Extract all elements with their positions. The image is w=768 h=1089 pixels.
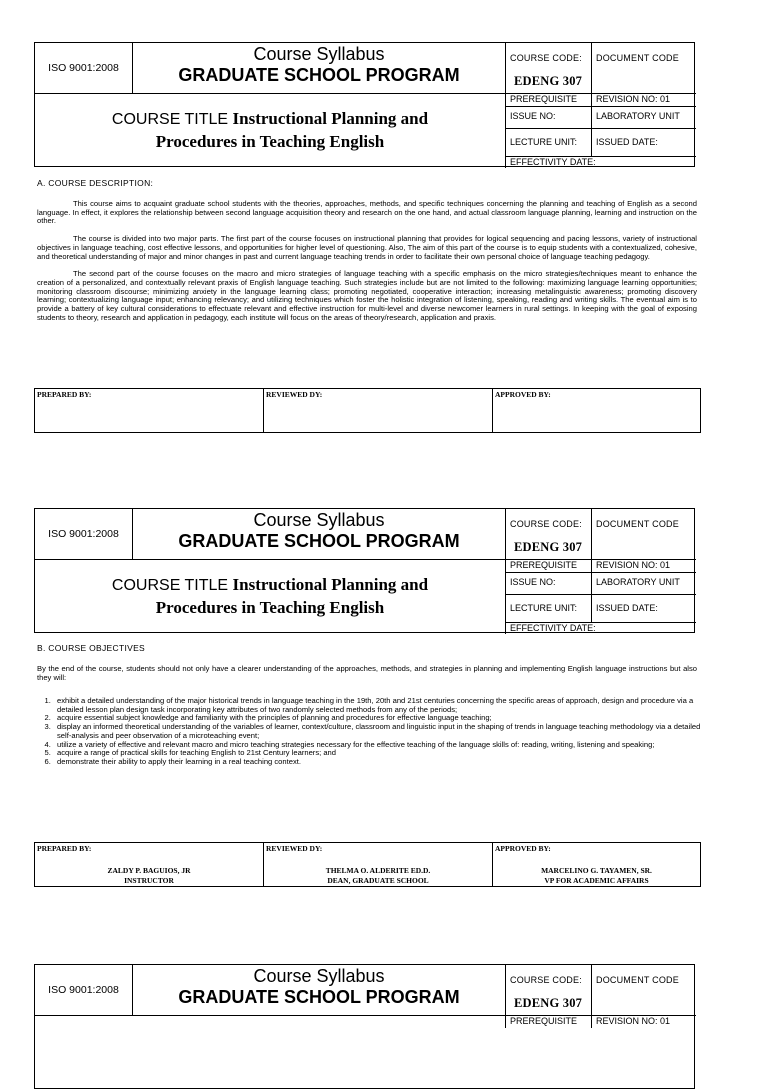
description-paragraph-3: The second part of the course focuses on the macro and micro strategies of language teaching with a specific emphasis on the micro strategies/techniques meant to enhance the creation of a personalized, and contextually relevant praxis of English language teaching. Such strategies include but are not limited to the following: maximizing language learning opportunities; monitoring classroom discourse; minimizing anxiety in the language learning class; promoting negotiated, cooperative interaction; increasing metalinguistic awareness; promoting discovery learning; contextualizing language input; enhancing relevancy; and utilizing techniques which foster the holistic integration of listening, speaking, reading and writing skills. The eventual aim is to provide a battery of key cultural considerations to effectuate relevant and effective instruction for multi-level and diverse newcomer learners in rural settings. In keeping with the goal of exposing students to theory, research and application in pedagogy, each institute will focus on the areas of theory/research, application and praxis.	[37, 269, 697, 322]
effectivity-label: EFFECTIVITY DATE:	[505, 622, 696, 634]
course-title-prefix: COURSE TITLE	[111, 110, 229, 128]
course-code-label: COURSE CODE:	[510, 975, 582, 985]
reviewed-by-title: DEAN, GRADUATE SCHOOL	[327, 876, 429, 885]
prepared-by-label: PREPARED BY:	[37, 844, 92, 853]
revision-label: REVISION NO: 01	[591, 559, 696, 572]
syllabus-header-3	[34, 964, 695, 1089]
reviewed-by-cell	[263, 843, 492, 886]
course-title-line-1: Instructional Planning and	[232, 574, 429, 594]
syllabus-title	[132, 509, 505, 559]
revision-label: REVISION NO: 01	[591, 1015, 696, 1028]
approved-by-title: VP FOR ACADEMIC AFFAIRS	[544, 876, 649, 885]
prepared-by-label: PREPARED BY:	[37, 390, 92, 399]
document-code-cell	[591, 965, 696, 1015]
reviewed-by-label: REVIEWED DY:	[266, 844, 323, 853]
prepared-by-name: ZALDY P. BAGUIOS, JR	[107, 866, 191, 875]
course-code-value: EDENG 307	[514, 996, 583, 1010]
signature-table-1	[34, 388, 701, 433]
course-description	[37, 200, 697, 331]
objective-item-5: 5. acquire a range of practical skills for teaching English to 21st Century learners; and	[53, 749, 713, 758]
reviewed-by-cell	[263, 389, 492, 432]
description-paragraph-2: The course is divided into two major parts. The first part of the course focuses on instructional planning that provides for logical sequencing and pacing lessons, variety of instructional objectives in language teaching, cost effective lessons, and opportunities for higher level of questioning. Also, The aim of this part of the course is to equip students with a contextualized, cohesive, and theoretical understanding of major and minor changes in past and current language teaching trends in order to facilitate their own personal choice of language teaching pedagogy.	[37, 234, 697, 261]
section-b-heading: B. COURSE OBJECTIVES	[37, 643, 146, 653]
course-code-label: COURSE CODE:	[510, 53, 582, 63]
prepared-by-cell	[35, 843, 263, 886]
title-line-1: Course Syllabus	[253, 44, 385, 64]
description-paragraph-1: This course aims to acquaint graduate school students with the theories, approaches, methods, and specific techniques concerning the planning and teaching of English as a second language. In effect, it explores the relationship between second language acquisition theory and research on the one hand, and actual classroom language planning, learning and instruction on the other.	[37, 199, 697, 226]
approved-by-cell	[492, 389, 700, 432]
course-code-cell	[505, 509, 591, 559]
lab-unit-label: LABORATORY UNIT	[591, 106, 696, 128]
title-line-1: Course Syllabus	[253, 510, 385, 530]
issue-label: ISSUE NO:	[505, 106, 591, 128]
reviewed-by-name: THELMA O. ALDERITE ED.D.	[325, 866, 431, 875]
signature-table-2	[34, 842, 701, 887]
objective-item-3: 3. display an informed theoretical understanding of the variables of learner, context/culture, classroom and linguistic input in the shaping of trends in language teaching methodology via a detailed self-analysis and peer observation of a microteaching event;	[53, 723, 713, 740]
syllabus-header-1	[34, 42, 695, 167]
prepared-by-cell	[35, 389, 263, 432]
lecture-unit-label: LECTURE UNIT:	[505, 128, 591, 156]
course-title	[35, 559, 505, 633]
objective-item-4: 4. utilize a variety of effective and relevant macro and micro teaching strategies necessary for the effective teaching of the language skills of: reading, writing, listening and speaking;	[53, 741, 713, 750]
approved-by-cell	[492, 843, 700, 886]
title-line-2: GRADUATE SCHOOL PROGRAM	[178, 531, 460, 551]
course-code-cell	[505, 965, 591, 1015]
effectivity-label: EFFECTIVITY DATE:	[505, 156, 696, 168]
course-title-line-2: Procedures in Teaching English	[155, 597, 385, 617]
approved-by-label: APPROVED BY:	[495, 844, 551, 853]
course-code-cell	[505, 43, 591, 93]
approved-by-name: MARCELINO G. TAYAMEN, SR.	[541, 866, 652, 875]
approved-by-label: APPROVED BY:	[495, 390, 551, 399]
lab-unit-label: LABORATORY UNIT	[591, 572, 696, 594]
document-code-label: DOCUMENT CODE	[596, 975, 679, 985]
issued-date-label: ISSUED DATE:	[591, 594, 696, 622]
prerequisite-label: PREREQUISITE	[505, 559, 591, 572]
revision-label: REVISION NO: 01	[591, 93, 696, 106]
section-a-heading: A. COURSE DESCRIPTION:	[37, 178, 154, 188]
prerequisite-label: PREREQUISITE	[505, 93, 591, 106]
objectives-list	[37, 697, 713, 767]
issued-date-label: ISSUED DATE:	[591, 128, 696, 156]
lecture-unit-label: LECTURE UNIT:	[505, 594, 591, 622]
course-title-prefix: COURSE TITLE	[111, 576, 229, 594]
course-code-label: COURSE CODE:	[510, 519, 582, 529]
prerequisite-label: PREREQUISITE	[505, 1015, 591, 1028]
course-title-line-1: Instructional Planning and	[232, 108, 429, 128]
document-code-cell	[591, 43, 696, 93]
course-title	[35, 93, 505, 167]
title-line-2: GRADUATE SCHOOL PROGRAM	[178, 987, 460, 1007]
reviewed-by-label: REVIEWED DY:	[266, 390, 323, 399]
iso-label: ISO 9001:2008	[48, 62, 119, 74]
document-code-label: DOCUMENT CODE	[596, 519, 679, 529]
course-code-value: EDENG 307	[514, 540, 583, 554]
prepared-by-title: INSTRUCTOR	[124, 876, 174, 885]
issue-label: ISSUE NO:	[505, 572, 591, 594]
objectives-intro: By the end of the course, students should not only have a clearer understanding of the approaches, methods, and strategies in planning and implementing English language instructions but also they will:	[37, 664, 697, 682]
course-title-line-2: Procedures in Teaching English	[155, 131, 385, 151]
title-line-1: Course Syllabus	[253, 966, 385, 986]
iso-label: ISO 9001:2008	[48, 984, 119, 996]
title-line-2: GRADUATE SCHOOL PROGRAM	[178, 65, 460, 85]
syllabus-title	[132, 43, 505, 93]
document-code-label: DOCUMENT CODE	[596, 53, 679, 63]
iso-label: ISO 9001:2008	[48, 528, 119, 540]
objective-item-2: 2. acquire essential subject knowledge and familiarity with the principles of planning and procedures for effective language teaching;	[53, 714, 713, 723]
syllabus-header-2	[34, 508, 695, 633]
course-code-value: EDENG 307	[514, 74, 583, 88]
objective-item-1: 1. exhibit a detailed understanding of the major historical trends in language teaching in the 19th, 20th and 21st centuries concerning the specific areas of approach, design and procedure via a detailed lesson plan design task incorporating key attributes of two randomly selected methods from any of the periods;	[53, 697, 713, 714]
document-code-cell	[591, 509, 696, 559]
syllabus-title	[132, 965, 505, 1015]
objective-item-6: 6. demonstrate their ability to apply their learning in a real teaching context.	[53, 758, 713, 767]
